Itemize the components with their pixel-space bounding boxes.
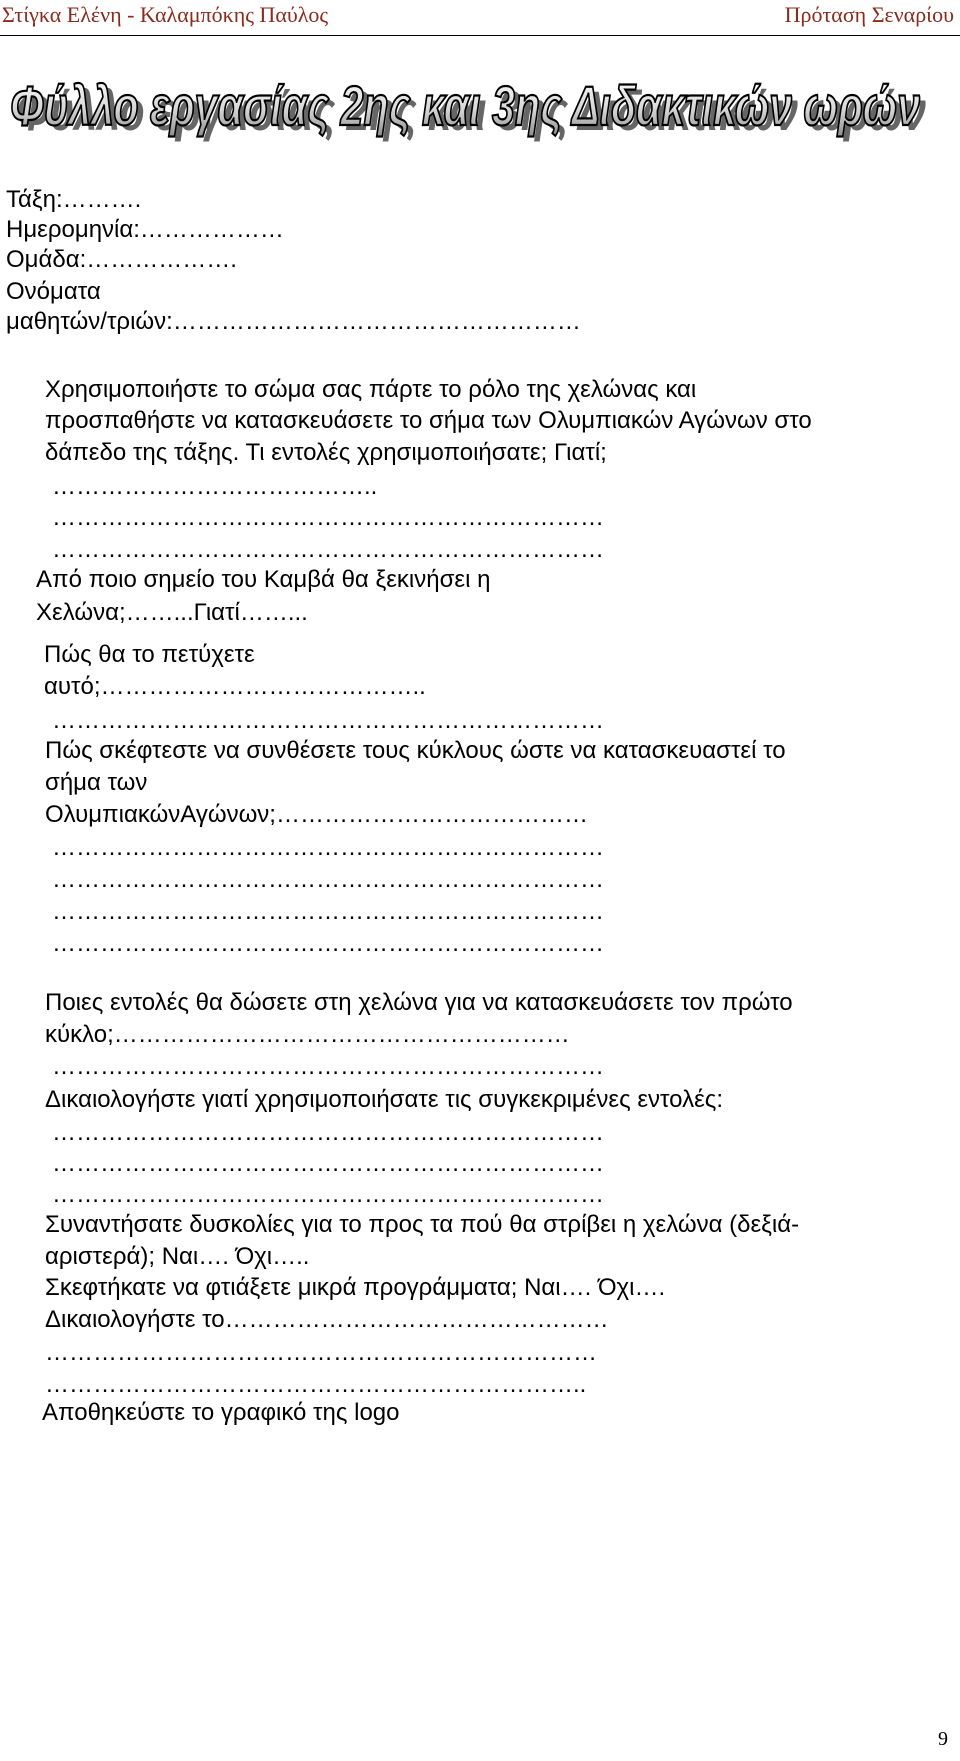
question-start-point: Χελώνα;……...Γιατί……... <box>36 599 308 626</box>
question-difficulties: Συναντήσατε δυσκολίες για το προς τα πού θα στρίβει η χελώνα (δεξιά- <box>45 1211 800 1238</box>
question-how: Πώς θα το πετύχετε <box>44 641 255 668</box>
answer-line: ………………………………………………………….. <box>45 1371 587 1398</box>
names-label: Ονόματα <box>6 278 101 305</box>
question-first-circle: Ποιες εντολές θα δώσετε στη χελώνα για να κατασκευάσετε τον πρώτο <box>45 989 793 1016</box>
answer-line: …………………………………………………………… <box>52 930 604 957</box>
answer-line: …………………………………………………………… <box>52 504 604 531</box>
question-justify-commands: Δικαιολογήστε γιατί χρησιμοποιήσατε τις συγκεκριμένες εντολές: <box>45 1086 723 1113</box>
group-field: Ομάδα:………………. <box>6 246 237 273</box>
answer-line: …………………………………………………………… <box>45 1339 597 1366</box>
students-names-field: μαθητών/τριών:…………………………………………… <box>6 308 581 335</box>
instruction-save: Αποθηκεύστε το γραφικό της logo <box>42 1399 400 1426</box>
answer-line: …………………………………………………………… <box>52 866 604 893</box>
answer-line: …………………………………………………………… <box>52 898 604 925</box>
answer-line: ………………………………….. <box>52 473 378 500</box>
instruction-line: δάπεδο της τάξης. Τι εντολές χρησιμοποιήσατε; Γιατί; <box>45 439 607 466</box>
header-doc-type: Πρόταση Σεναρίου <box>784 2 954 27</box>
svg-text:Φύλλο εργασίας 2ης και 3ης Διδ: Φύλλο εργασίας 2ης και 3ης Διδακτικών ωρών <box>10 74 920 137</box>
answer-line: …………………………………………………………… <box>52 536 604 563</box>
answer-line: …………………………………………………………… <box>52 1053 604 1080</box>
page-header <box>0 0 960 36</box>
class-field: Τάξη:………. <box>6 186 142 213</box>
date-field: Ημερομηνία:……………… <box>6 216 284 243</box>
question-start-point: Από ποιο σημείο του Καμβά θα ξεκινήσει η <box>36 566 491 593</box>
question-circles: ΟλυμπιακώνΑγώνων;………………………………… <box>45 801 588 828</box>
answer-line: …………………………………………………………… <box>52 1119 604 1146</box>
answer-line: …………………………………………………………… <box>52 834 604 861</box>
question-circles: σήμα των <box>45 769 148 796</box>
page-number: 9 <box>938 1728 948 1750</box>
answer-line: …………………………………………………………… <box>52 707 604 734</box>
instruction-line: Χρησιμοποιήστε το σώμα σας πάρτε το ρόλο της χελώνας και <box>45 376 697 403</box>
question-how: αυτό;………………………………….. <box>44 673 426 700</box>
answer-line: …………………………………………………………… <box>52 1181 604 1208</box>
question-first-circle: κύκλο;………………………………………………… <box>45 1021 570 1048</box>
header-authors: Στίγκα Ελένη - Καλαμπόκης Παύλος <box>2 2 329 27</box>
instruction-line: προσπαθήστε να κατασκευάσετε το σήμα των Ολυμπιακών Αγώνων στο <box>45 407 812 434</box>
svg-text:Φύλλο εργασίας 2ης και 3ης Διδ: Φύλλο εργασίας 2ης και 3ης Διδακτικών ωρών <box>16 79 926 142</box>
worksheet-title <box>0 70 960 160</box>
question-circles: Πώς σκέφτεστε να συνθέσετε τους κύκλους ώστε να κατασκευαστεί το <box>45 737 786 764</box>
question-small-programs: Σκεφτήκατε να φτιάξετε μικρά προγράμματα; Ναι…. Όχι…. <box>45 1274 666 1301</box>
answer-line: …………………………………………………………… <box>52 1150 604 1177</box>
question-difficulties: αριστερά); Ναι…. Όχι….. <box>45 1243 310 1270</box>
question-justify: Δικαιολογήστε το………………………………………… <box>45 1306 609 1333</box>
